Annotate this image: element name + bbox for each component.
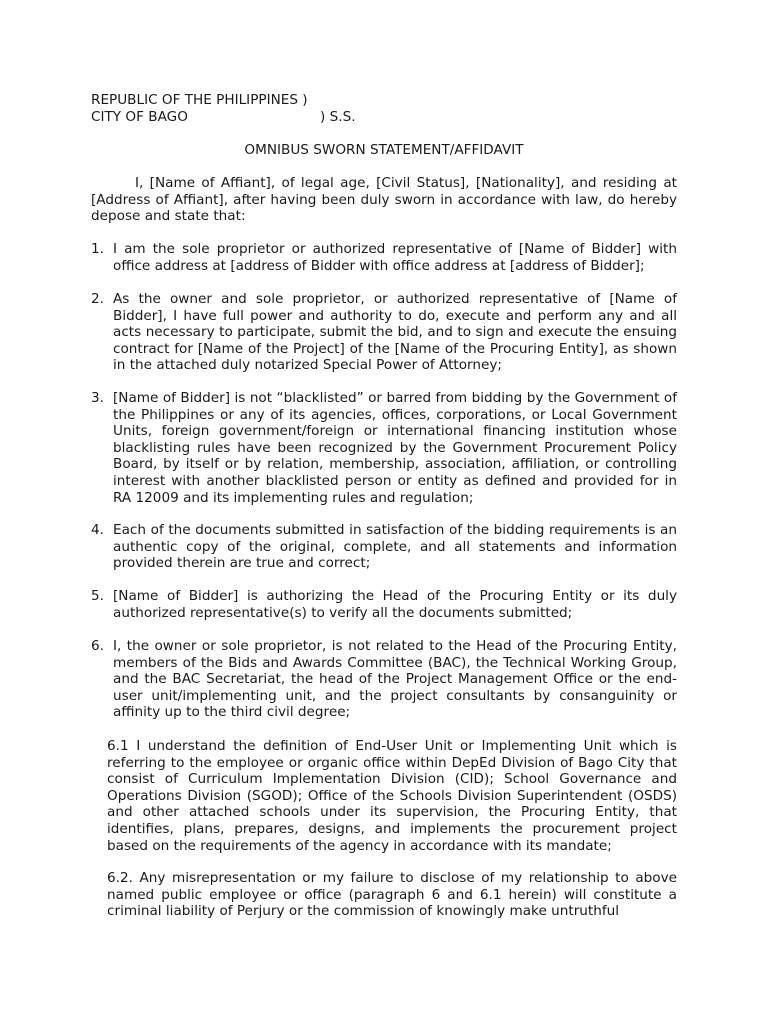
sub-item-6-1: 6.1 I understand the definition of End-User Unit or Implementing Unit which is referring to the employee or organic office within DepEd Division of Bago City that consist of Curriculum Implementation Division (CID); School Governance and Operations Division (SGOD); Office of the Schools Division Superintendent (OSDS) and other attached schools under its supervision, the Procuring Entity, that identifies, plans, prepares, designs, and implements the procurement project based on the requirements of the agency in accordance with its mandate; xyxy=(107,738,677,854)
intro-paragraph: I, [Name of Affiant], of legal age, [Civil Status], [Nationality], and residing at [Address of Affiant], after having been duly sworn in accordance with law, do hereby depose and state that: xyxy=(91,175,677,225)
sub-item-6-2: 6.2. Any misrepresentation or my failure to disclose of my relationship to above named public employee or office (paragraph 6 and 6.1 herein) will constitute a criminal liability of Perjury or the commission of knowingly make untruthful xyxy=(107,870,677,920)
item-text: I am the sole proprietor or authorized representative of [Name of Bidder] with office address at [address of Bidder with office address at [address of Bidder]; xyxy=(113,241,677,274)
document-title xyxy=(0,142,768,159)
item-text: [Name of Bidder] is not “blacklisted” or barred from bidding by the Government of the Philippines or any of its agencies, offices, corporations, or Local Government Units, foreign government/foreign or international financing institution whose blacklisting rules have been recognized by the Government Procurement Policy Board, by itself or by relation, membership, association, affiliation, or controlling interest with another blacklisted person or entity as defined and provided for in RA 12009 and its implementing rules and regulation; xyxy=(113,390,677,506)
list-item-1 xyxy=(91,241,677,274)
list-item-3 xyxy=(91,390,677,506)
list-item-2 xyxy=(91,291,677,374)
item-text: As the owner and sole proprietor, or authorized representative of [Name of Bidder], I have full power and authority to do, execute and perform any and all acts necessary to participate, submit the bid, and to sign and execute the ensuing contract for [Name of the Project] of the [Name of the Procuring Entity], as shown in the attached duly notarized Special Power of Attorney; xyxy=(113,291,677,374)
item-number: 6. xyxy=(91,638,104,654)
document-title-text: OMNIBUS SWORN STATEMENT/AFFIDAVIT xyxy=(244,142,524,158)
item-text: [Name of Bidder] is authorizing the Head of the Procuring Entity or its duly authorized representative(s) to verify all the documents submitted; xyxy=(113,588,677,621)
item-number: 2. xyxy=(91,291,104,307)
venue-line-city xyxy=(91,109,356,126)
item-number: 1. xyxy=(91,241,104,257)
item-number: 3. xyxy=(91,390,104,406)
venue-block xyxy=(91,92,356,125)
venue-line-republic xyxy=(91,92,356,109)
list-item-5 xyxy=(91,588,677,621)
list-item-6 xyxy=(91,638,677,721)
item-text: Each of the documents submitted in satisfaction of the bidding requirements is an authentic copy of the original, complete, and all statements and information provided therein are true and correct; xyxy=(113,522,677,572)
item-text: I, the owner or sole proprietor, is not related to the Head of the Procuring Entity, members of the Bids and Awards Committee (BAC), the Technical Working Group, and the BAC Secretariat, the head of the Project Management Office or the end-user unit/implementing unit, and the project consultants by consanguinity or affinity up to the third civil degree; xyxy=(113,638,677,721)
list-item-4 xyxy=(91,522,677,572)
venue-city-text: CITY OF BAGO xyxy=(91,108,188,125)
item-number: 5. xyxy=(91,588,104,604)
venue-republic-text: REPUBLIC OF THE PHILIPPINES ) xyxy=(91,92,308,108)
venue-ss-text: ) S.S. xyxy=(320,108,356,125)
item-number: 4. xyxy=(91,522,104,538)
